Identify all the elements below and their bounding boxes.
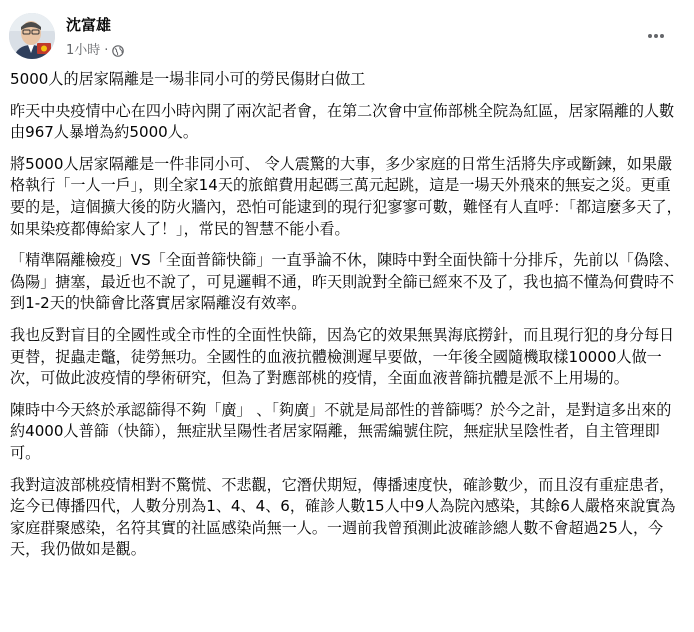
- avatar-photo: [9, 13, 55, 59]
- post-paragraph-title: 5000人的居家隔離是一場非同小可的勞民傷財白做工: [10, 70, 366, 88]
- post-paragraph: 陳時中今天終於承認篩得不夠「廣」 、「夠廣」不就是局部性的普篩嗎？於今之計，是對這多出來的約4000人普篩（快篩），無症狀呈陽性者居家隔離，無需編號住院，無症狀呈陰性者，自主管理即可。: [10, 400, 672, 462]
- post-paragraph: 昨天中央疫情中心在四小時內開了兩次記者會，在第二次會中宣佈部桃全院為紅區，居家隔離的人數由967人暴增為約5000人。: [10, 101, 675, 142]
- post-paragraph: 將5000人居家隔離是一件非同小可、 令人震驚的大事，多少家庭的日常生活將失序或斷鍊，如果嚴格執行「一人一戶」，則全家14天的旅館費用起碼三萬元起跳，這是一場天外飛來的無妄之災。更重要的是，這個擴大後的防火牆內，恐怕可能逮到的現行犯寥寥可數，難怪有人直呼：「都這麼多天了，如果染疫都傳給家人了！」，常民的智慧不能小看。: [10, 154, 682, 238]
- post-header: [0, 0, 694, 70]
- post-meta: [66, 42, 124, 59]
- post-timestamp[interactable]: 1小時: [66, 43, 101, 58]
- post-paragraph: 我也反對盲目的全國性或全市性的全面性快篩，因為它的效果無異海底撈針，而且現行犯的身分每日更替，捉蟲走鼈，徒勞無功。全國性的血液抗體檢測遲早要做，一年後全國隨機取樣10000人做一次，可做此波疫情的學術研究，但為了對應部桃的疫情，全面血液普篩抗體是派不上用場的。: [10, 325, 675, 388]
- globe-icon[interactable]: [112, 45, 124, 57]
- post-body: [10, 69, 682, 571]
- post-paragraph: 我對這波部桃疫情相對不驚慌、不悲觀，它潛伏期短，傳播速度快，確診數少，而且沒有重症患者，迄今已傳播四代，人數分別為1、4、4、6，確診人數15人中9人為院內感染，其餘6人嚴格來說實為家庭群聚感染，名符其實的社區感染尚無一人。一週前我曾預測此波確診總人數不會超過25人，今天，我仍做如是觀。: [10, 475, 676, 559]
- author-name[interactable]: 沈富雄: [66, 16, 112, 34]
- author-avatar[interactable]: [9, 13, 55, 59]
- more-options-icon[interactable]: [644, 26, 668, 46]
- meta-separator: ·: [104, 43, 109, 58]
- post-paragraph: 「精準隔離檢疫」VS「全面普篩快篩」一直爭論不休，陳時中對全面快篩十分排斥，先前以「偽陰、偽陽」搪塞，最近也不說了，可見邏輯不通，昨天則說對全篩已經來不及了，我也搞不懂為何費時不到1-2天的快篩會比落實居家隔離沒有效率。: [10, 251, 679, 313]
